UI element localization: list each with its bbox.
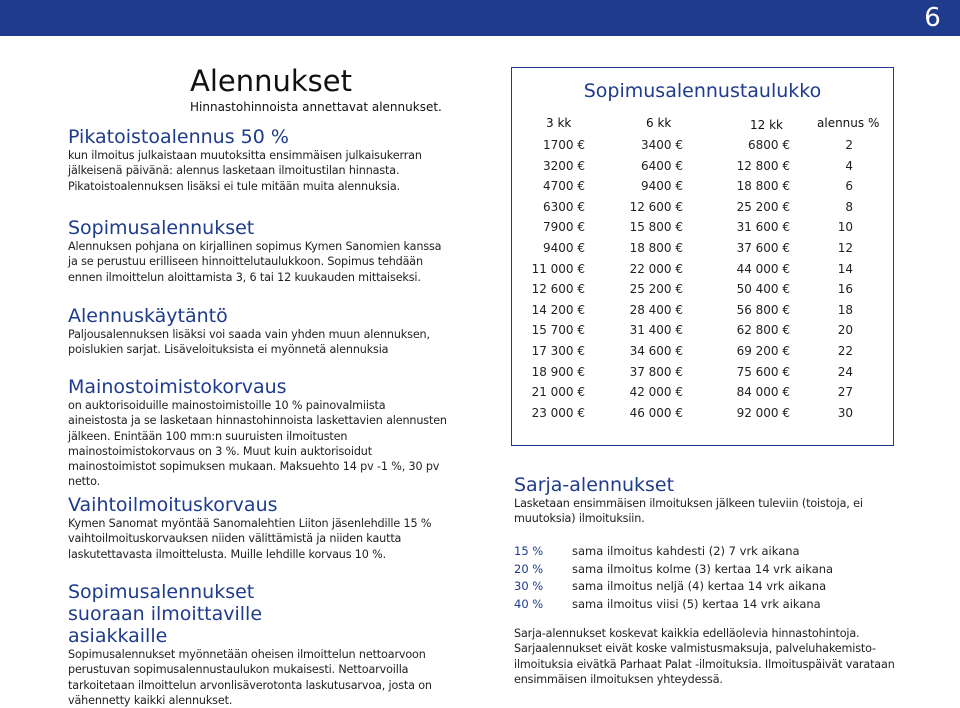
table-row	[512, 282, 893, 303]
page-number: 6	[924, 3, 941, 33]
table-cell: 18 800 €	[736, 179, 790, 194]
table-cell: 28 400 €	[629, 302, 683, 317]
table-cell: 8	[845, 199, 853, 214]
table-cell: 15 700 €	[531, 323, 585, 338]
section-heading: Sarja-alennukset	[514, 474, 675, 496]
table-cell: 6300 €	[543, 199, 585, 214]
table-cell: 56 800 €	[736, 302, 790, 317]
table-row	[512, 365, 893, 386]
table-cell: 31 600 €	[736, 220, 790, 235]
sarja-list	[514, 543, 899, 613]
table-header-cell: alennus %	[817, 116, 880, 130]
table-cell: 37 800 €	[629, 364, 683, 379]
table-cell: 46 000 €	[629, 405, 683, 420]
table-row	[512, 406, 893, 427]
table-cell: 69 200 €	[736, 344, 790, 358]
table-row	[512, 344, 893, 365]
table-row	[512, 200, 893, 221]
section-text: kun ilmoitus julkaistaan muutoksitta ensimmäisen julkaisukerran jälkeisenä päivänä: alennus lasketaan ilmoitustilan hinnasta. Pikatoistoalennuksen lisäksi ei tule mitään muita alennuksia.	[68, 149, 422, 193]
table-cell: 3400 €	[641, 138, 683, 152]
table-cell: 24	[837, 364, 853, 379]
table-cell: 17 300 €	[531, 344, 585, 358]
table-cell: 84 000 €	[736, 385, 790, 400]
table-cell: 14 200 €	[531, 302, 585, 317]
section-text: on auktorisoiduille mainostoimistoille 10 % painovalmiista aineistosta ja se lasketaan hinnastohinnoista laskettavien alennusten jälkeen. Enintään 100 mm:n suuruisten ilmoitusten mainostoimistokorvaus on 3 %. Muut kuin auktorisoidut mainostoimistot sopimuksen mukaan. Maksuehto 14 pv -1 %, 30 pv netto.	[68, 399, 447, 489]
table-cell: 22 000 €	[629, 261, 683, 276]
table-row	[512, 385, 893, 406]
table-cell: 42 000 €	[629, 385, 683, 400]
table-cell: 6	[845, 179, 853, 194]
table-cell: 22	[837, 344, 853, 358]
table-row	[512, 179, 893, 200]
section-heading: Pikatoistoalennus 50 %	[68, 126, 289, 148]
list-item-text: sama ilmoitus kahdesti (2) 7 vrk aikana	[572, 544, 800, 558]
table-cell: 4	[845, 158, 853, 173]
table-title: Sopimusalennustaulukko	[583, 80, 822, 102]
table-row	[512, 241, 893, 262]
section-heading: Sopimusalennukset suoraan ilmoittaville asiakkaille	[68, 581, 263, 647]
section-text: Sarja-alennukset koskevat kaikkia edelläolevia hinnastohintoja. Sarjaalennukset eivät koske valmistusmaksuja, palveluhakemisto- ilmoituksia eivätkä Parhaat Palat -ilmoituksia. Ilmoituspäivät varataan ensimmäisen ilmoituksen yhteydessä.	[514, 627, 895, 686]
table-cell: 12 800 €	[736, 158, 790, 173]
list-item-percent: 30 %	[514, 579, 544, 593]
table-cell: 7900 €	[543, 220, 585, 235]
table-cell: 27	[837, 385, 853, 400]
table-row	[512, 159, 893, 180]
section-text: Alennuksen pohjana on kirjallinen sopimus Kymen Sanomien kanssa ja se perustuu erilliseen hinnoittelutaulukkoon. Sopimus tehdään ennen ilmoittelun aloittamista 3, 6 tai 12 kuukauden mittaiseksi.	[68, 240, 442, 284]
table-cell: 1700 €	[543, 138, 585, 152]
section-text: Paljousalennuksen lisäksi voi saada vain yhden muun alennuksen, poislukien sarjat. Lisäveloituksista ei myönnetä alennuksia	[68, 328, 430, 357]
table-cell: 18 800 €	[629, 241, 683, 255]
section-text: Sopimusalennukset myönnetään oheisen ilmoittelun nettoarvoon perustuvan sopimusalennustaulukon mukaisesti. Nettoarvoilla tarkoitetaan ilmoittelun arvonlisäverotonta laskutusarvoa, josta on vähennetty kaikki alennukset.	[68, 648, 432, 707]
table-cell: 92 000 €	[736, 405, 790, 420]
table-cell: 25 200 €	[736, 199, 790, 214]
table-cell: 20	[837, 323, 853, 338]
list-item-percent: 40 %	[514, 596, 544, 611]
section-vaihtoilmoituskorvaus	[68, 494, 448, 562]
sarja-note	[514, 626, 899, 687]
table-cell: 44 000 €	[736, 261, 790, 276]
section-heading: Vaihtoilmoituskorvaus	[68, 494, 278, 516]
table-cell: 18 900 €	[531, 364, 585, 379]
table-cell: 6400 €	[641, 158, 683, 173]
table-cell: 11 000 €	[531, 261, 585, 276]
list-item-text: sama ilmoitus viisi (5) kertaa 14 vrk aikana	[572, 596, 821, 611]
section-alennuskaytanto	[68, 305, 448, 358]
table-cell: 75 600 €	[736, 364, 790, 379]
list-item	[514, 596, 899, 614]
list-item-text: sama ilmoitus neljä (4) kertaa 14 vrk aikana	[572, 579, 827, 593]
table-cell: 4700 €	[543, 179, 585, 194]
list-item-percent: 15 %	[514, 544, 544, 558]
section-text: Lasketaan ensimmäisen ilmoituksen jälkeen tuleviin (toistoja, ei muutoksia) ilmoituksiin.	[514, 497, 863, 526]
list-item	[514, 578, 899, 596]
table-cell: 37 600 €	[736, 241, 790, 255]
table-cell: 9400 €	[543, 241, 585, 255]
section-heading: Alennuskäytäntö	[68, 305, 228, 327]
table-cell: 6800 €	[748, 138, 790, 152]
page-title: Alennukset	[190, 64, 352, 98]
table-cell: 12 600 €	[531, 282, 585, 297]
table-cell: 31 400 €	[629, 323, 683, 338]
table-cell: 9400 €	[641, 179, 683, 194]
list-item	[514, 561, 899, 579]
table-header-cell: 12 kk	[750, 118, 783, 132]
table-cell: 14	[837, 261, 853, 276]
table-cell: 62 800 €	[736, 323, 790, 338]
list-item-text: sama ilmoitus kolme (3) kertaa 14 vrk aikana	[572, 561, 834, 576]
table-cell: 50 400 €	[736, 282, 790, 297]
table-cell: 15 800 €	[629, 220, 683, 235]
table-row	[512, 303, 893, 324]
table-header-cell: 3 kk	[546, 116, 572, 130]
table-cell: 2	[845, 138, 853, 152]
table-row	[512, 138, 893, 159]
table-cell: 23 000 €	[531, 405, 585, 420]
table-header-cell: 6 kk	[646, 116, 672, 130]
table-row	[512, 323, 893, 344]
list-item-percent: 20 %	[514, 561, 544, 576]
page-header-bar	[0, 0, 960, 36]
table-cell: 12 600 €	[629, 199, 683, 214]
page-subtitle: Hinnastohinnoista annettavat alennukset.	[190, 100, 442, 114]
table-cell: 16	[837, 282, 853, 297]
table-cell: 10	[837, 220, 853, 235]
section-pikatoisto	[68, 126, 448, 194]
section-sopimusalennukset	[68, 217, 448, 285]
table-cell: 18	[837, 302, 853, 317]
section-text: Kymen Sanomat myöntää Sanomalehtien Liiton jäsenlehdille 15 % vaihtoilmoituskorvauksen niiden välittämistä ja niiden kautta laskutettavasta ilmoittelusta. Muille lehdille korvaus 10 %.	[68, 517, 432, 561]
list-item	[514, 543, 899, 561]
section-sopimusalennukset-suoraan	[68, 581, 448, 708]
table-cell: 3200 €	[543, 158, 585, 173]
table-cell: 25 200 €	[629, 282, 683, 297]
section-heading: Sopimusalennukset	[68, 217, 255, 239]
table-cell: 34 600 €	[629, 344, 683, 358]
section-sarja	[514, 474, 899, 527]
table-cell: 21 000 €	[531, 385, 585, 400]
discount-table	[511, 67, 894, 446]
table-cell: 12	[837, 241, 853, 255]
section-heading: Mainostoimistokorvaus	[68, 376, 287, 398]
table-row	[512, 262, 893, 283]
table-cell: 30	[837, 405, 853, 420]
table-row	[512, 220, 893, 241]
section-mainostoimistokorvaus	[68, 376, 448, 490]
